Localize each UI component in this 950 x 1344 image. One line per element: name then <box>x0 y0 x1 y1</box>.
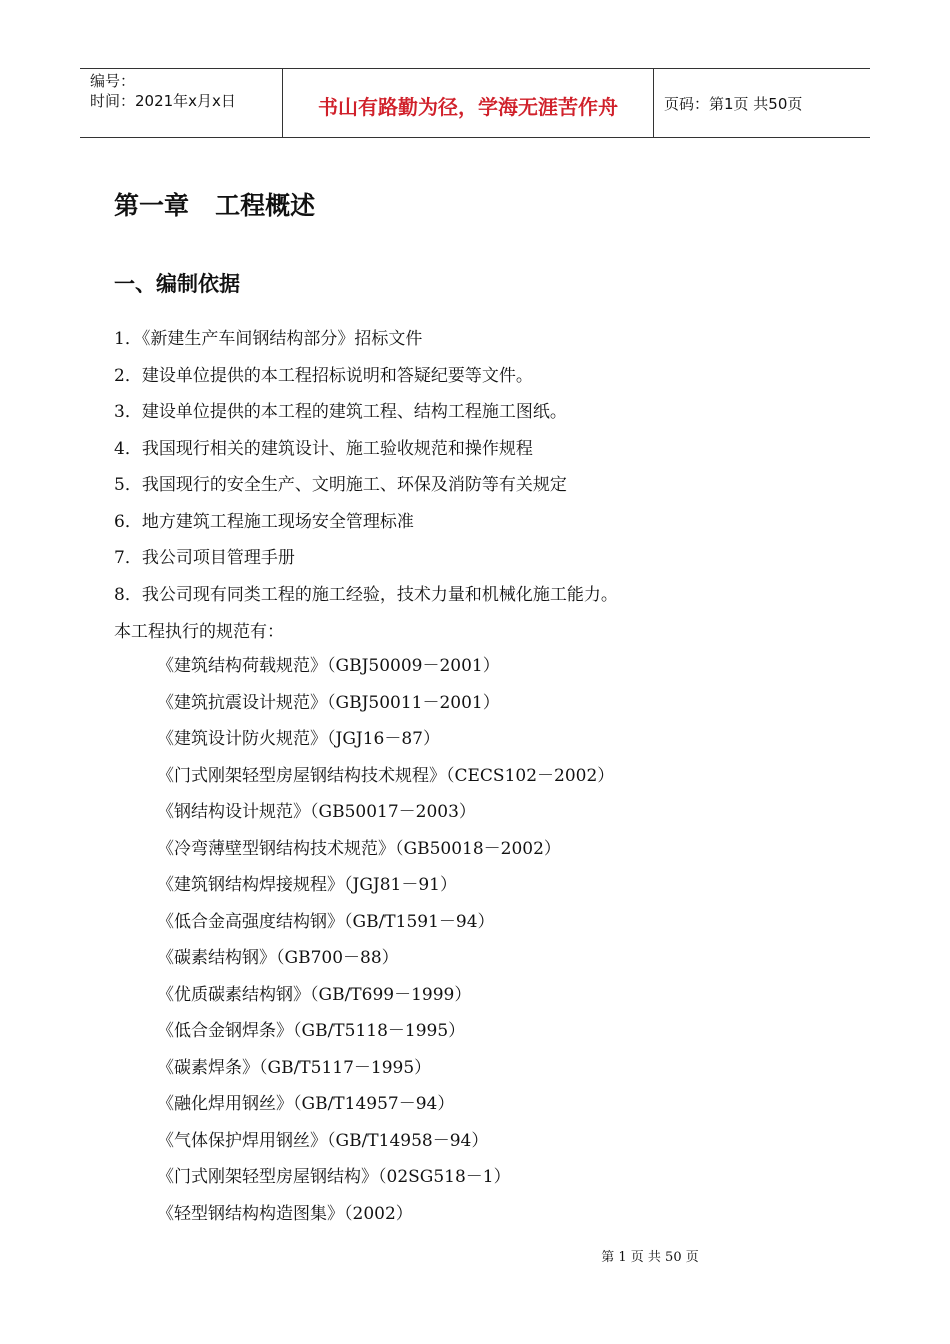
basis-list <box>114 324 618 616</box>
standard-item: 《低合金高强度结构钢》（GB/T1591－94） <box>157 911 495 932</box>
standard-item: 《门式刚架轻型房屋钢结构》（02SG518－1） <box>157 1167 511 1187</box>
standard-item: 《轻型钢结构构造图集》（2002） <box>157 1203 413 1224</box>
header-motto: 书山有路勤为径，学海无涯苦作舟 <box>282 69 654 137</box>
basis-item: 7．我公司项目管理手册 <box>114 548 295 568</box>
document-time-label: 时间：2021年x月x日 <box>90 92 236 110</box>
basis-item: 3．建设单位提供的本工程的建筑工程、结构工程施工图纸。 <box>114 402 567 422</box>
header-meta <box>80 69 282 137</box>
document-number-label: 编号： <box>90 72 136 90</box>
header-page-info: 页码：第1页 共50页 <box>664 94 803 113</box>
basis-item: 6．地方建筑工程施工现场安全管理标准 <box>114 511 414 532</box>
standard-item: 《建筑结构荷载规范》（GBJ50009－2001） <box>157 656 500 676</box>
page-footer: 第 1 页 共 50 页 <box>601 1250 699 1265</box>
section-title: 一、编制依据 <box>114 272 240 296</box>
standard-item: 《碳素焊条》（GB/T5117－1995） <box>157 1057 432 1078</box>
standard-item: 《建筑设计防火规范》（JGJ16－87） <box>157 729 440 749</box>
standard-item: 《碳素结构钢》（GB700－88） <box>157 948 399 968</box>
standard-item: 《建筑抗震设计规范》（GBJ50011－2001） <box>157 692 500 713</box>
chapter-title: 第一章 工程概述 <box>114 191 316 220</box>
standard-item: 《气体保护焊用钢丝》（GB/T14958－94） <box>157 1130 489 1151</box>
basis-item: 4．我国现行相关的建筑设计、施工验收规范和操作规程 <box>114 438 533 459</box>
standard-item: 《门式刚架轻型房屋钢结构技术规程》（CECS102－2002） <box>157 765 615 786</box>
standards-list <box>157 651 614 1235</box>
page-header <box>80 68 870 138</box>
standard-item: 《钢结构设计规范》（GB50017－2003） <box>157 802 476 822</box>
standards-heading: 本工程执行的规范有： <box>114 622 284 642</box>
standard-item: 《冷弯薄壁型钢结构技术规范》（GB50018－2002） <box>157 838 561 859</box>
basis-item: 8．我公司现有同类工程的施工经验，技术力量和机械化施工能力。 <box>114 584 618 605</box>
standard-item: 《建筑钢结构焊接规程》（JGJ81－91） <box>157 875 457 895</box>
standard-item: 《低合金钢焊条》（GB/T5118－1995） <box>157 1021 466 1041</box>
basis-item: 5．我国现行的安全生产、文明施工、环保及消防等有关规定 <box>114 475 567 495</box>
standard-item: 《融化焊用钢丝》（GB/T14957－94） <box>157 1094 455 1114</box>
basis-item: 1．《新建生产车间钢结构部分》招标文件 <box>114 329 423 349</box>
basis-item: 2．建设单位提供的本工程招标说明和答疑纪要等文件。 <box>114 365 533 386</box>
standard-item: 《优质碳素结构钢》（GB/T699－1999） <box>157 984 472 1005</box>
